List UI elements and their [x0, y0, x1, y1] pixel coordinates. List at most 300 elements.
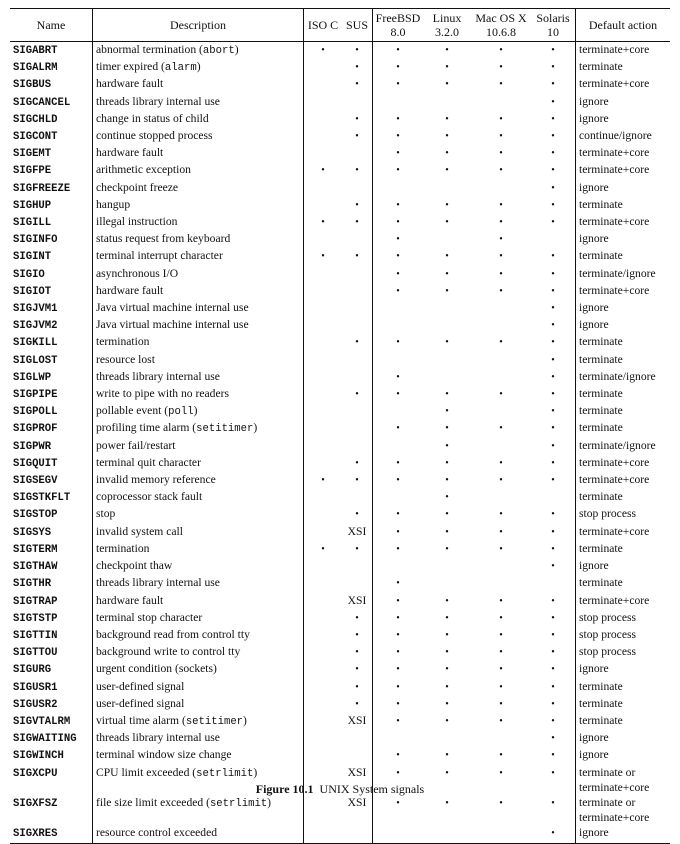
- support-mac: •: [499, 79, 503, 91]
- signal-name: SIGTHR: [10, 575, 93, 592]
- signal-description: invalid memory reference: [93, 472, 304, 489]
- signal-description: file size limit exceeded (setrlimit): [93, 795, 304, 825]
- table-row: [10, 541, 670, 558]
- support-mac: •: [499, 750, 503, 762]
- signal-name: SIGSYS: [10, 524, 93, 541]
- support-sus: XSI: [342, 524, 373, 541]
- support-sus: •: [342, 455, 373, 472]
- support-fbsd: •: [396, 698, 400, 710]
- support-fbsd: •: [396, 62, 400, 74]
- support-iso: [304, 747, 343, 764]
- default-action: terminate: [579, 60, 623, 74]
- support-fbsd: •: [396, 612, 400, 624]
- support-sol: •: [531, 420, 576, 437]
- support-sol: •: [531, 300, 576, 317]
- support-mac: •: [499, 285, 503, 297]
- header-freebsd: FreeBSD 8.0: [373, 9, 424, 42]
- support-fbsd: •: [396, 285, 400, 297]
- support-sol: •: [531, 42, 576, 60]
- signals-table: [10, 8, 670, 844]
- table-row: [10, 661, 670, 678]
- support-mac: •: [499, 797, 503, 809]
- support-lin: •: [445, 79, 449, 91]
- support-sus: •: [342, 541, 373, 558]
- default-action: ignore: [579, 301, 609, 315]
- support-lin: •: [445, 715, 449, 727]
- default-action: ignore: [576, 825, 671, 843]
- support-iso: •: [321, 217, 325, 229]
- support-sus: XSI: [342, 713, 373, 730]
- default-action: terminate+core: [579, 473, 650, 487]
- default-action: ignore: [579, 662, 609, 676]
- signal-description: timer expired (alarm): [93, 59, 304, 76]
- support-sol: •: [531, 197, 576, 214]
- support-mac: •: [499, 681, 503, 693]
- support-fbsd: •: [396, 595, 400, 607]
- support-sus: XSI: [342, 765, 373, 795]
- support-sus: •: [342, 214, 373, 231]
- header-solaris: Solaris 10: [531, 9, 576, 42]
- signal-description: resource lost: [93, 352, 304, 369]
- default-action: terminate: [579, 679, 623, 693]
- support-sus: •: [342, 111, 373, 128]
- signal-name: SIGSEGV: [10, 472, 93, 489]
- signal-description: virtual time alarm (setitimer): [93, 713, 304, 730]
- support-fbsd: [373, 94, 424, 111]
- support-sol: •: [531, 747, 576, 764]
- support-sus: •: [342, 386, 373, 403]
- support-fbsd: •: [396, 371, 400, 383]
- support-fbsd: •: [396, 543, 400, 555]
- support-lin: •: [445, 526, 449, 538]
- support-sus: [342, 747, 373, 764]
- support-sol: •: [531, 111, 576, 128]
- signal-name: SIGCHLD: [10, 111, 93, 128]
- support-sus: [342, 825, 373, 843]
- support-sus: XSI: [342, 593, 373, 610]
- signal-name: SIGUSR2: [10, 696, 93, 713]
- table-row: [10, 94, 670, 111]
- table-row: [10, 825, 670, 843]
- support-sus: [342, 730, 373, 747]
- signal-name: SIGIOT: [10, 283, 93, 300]
- support-sol: •: [531, 76, 576, 93]
- signal-description: write to pipe with no readers: [93, 386, 304, 403]
- support-sus: [342, 317, 373, 334]
- table-row: [10, 334, 670, 351]
- table-row: [10, 795, 670, 825]
- signal-name: SIGSTOP: [10, 506, 93, 523]
- support-mac: •: [499, 217, 503, 229]
- support-mac: •: [499, 199, 503, 211]
- support-sus: [342, 575, 373, 592]
- support-sol: •: [531, 455, 576, 472]
- support-fbsd: [373, 438, 424, 455]
- support-fbsd: •: [396, 715, 400, 727]
- signal-description: terminal stop character: [93, 610, 304, 627]
- support-lin: •: [445, 217, 449, 229]
- signal-name: SIGWAITING: [10, 730, 93, 747]
- support-mac: •: [499, 337, 503, 349]
- support-sol: •: [531, 180, 576, 197]
- support-lin: •: [445, 797, 449, 809]
- table-row: [10, 111, 670, 128]
- signal-name: SIGABRT: [10, 42, 93, 60]
- default-action: terminate: [579, 335, 623, 349]
- table-row: [10, 248, 670, 265]
- support-lin: •: [445, 285, 449, 297]
- signal-description: termination: [93, 334, 304, 351]
- table-row: [10, 42, 670, 60]
- signal-description: CPU limit exceeded (setrlimit): [93, 765, 304, 795]
- support-lin: •: [445, 199, 449, 211]
- support-lin: •: [445, 664, 449, 676]
- signal-description: hardware fault: [93, 76, 304, 93]
- support-sol: •: [531, 266, 576, 283]
- support-lin: [423, 231, 471, 248]
- support-fbsd: •: [396, 131, 400, 143]
- signal-description: termination: [93, 541, 304, 558]
- support-sol: •: [531, 352, 576, 369]
- signal-description: resource control exceeded: [93, 825, 304, 843]
- support-iso: [304, 352, 343, 369]
- default-action: terminate+core: [579, 593, 650, 607]
- support-iso: [304, 59, 343, 76]
- support-sus: •: [342, 506, 373, 523]
- support-lin: •: [445, 131, 449, 143]
- support-sol: •: [531, 283, 576, 300]
- header-default-action: Default action: [576, 9, 671, 42]
- support-iso: [304, 386, 343, 403]
- support-iso: [304, 713, 343, 730]
- support-iso: [304, 266, 343, 283]
- signal-name: SIGTSTP: [10, 610, 93, 627]
- support-sol: •: [531, 438, 576, 455]
- support-sol: •: [531, 248, 576, 265]
- default-action: terminate+core: [579, 283, 650, 297]
- support-fbsd: •: [396, 526, 400, 538]
- signal-description: coprocessor stack fault: [93, 489, 304, 506]
- support-sus: [342, 369, 373, 386]
- support-sol: [531, 575, 576, 592]
- support-mac: [471, 317, 531, 334]
- table-row: [10, 317, 670, 334]
- signal-name: SIGJVM2: [10, 317, 93, 334]
- header-description: Description: [93, 9, 304, 42]
- support-mac: [471, 352, 531, 369]
- support-iso: [304, 403, 343, 420]
- support-lin: •: [445, 629, 449, 641]
- support-lin: •: [445, 492, 449, 504]
- signal-name: SIGURG: [10, 661, 93, 678]
- support-sus: •: [342, 197, 373, 214]
- support-fbsd: •: [396, 767, 400, 779]
- support-mac: [471, 825, 531, 843]
- support-sol: •: [531, 661, 576, 678]
- support-fbsd: [373, 403, 424, 420]
- support-iso: [304, 420, 343, 437]
- signal-name: SIGPIPE: [10, 386, 93, 403]
- support-sus: [342, 558, 373, 575]
- table-row: [10, 266, 670, 283]
- support-iso: [304, 197, 343, 214]
- table-row: [10, 455, 670, 472]
- signal-description: status request from keyboard: [93, 231, 304, 248]
- table-row: [10, 438, 670, 455]
- support-sol: •: [531, 524, 576, 541]
- table-row: [10, 558, 670, 575]
- signal-description: terminal quit character: [93, 455, 304, 472]
- support-iso: [304, 524, 343, 541]
- signal-description: hardware fault: [93, 593, 304, 610]
- signal-name: SIGLOST: [10, 352, 93, 369]
- signal-description: illegal instruction: [93, 214, 304, 231]
- support-iso: •: [321, 475, 325, 487]
- table-row: [10, 214, 670, 231]
- signal-description: user-defined signal: [93, 696, 304, 713]
- table-row: [10, 730, 670, 747]
- table-row: [10, 145, 670, 162]
- support-iso: [304, 145, 343, 162]
- support-mac: •: [499, 543, 503, 555]
- support-iso: •: [321, 543, 325, 555]
- support-sus: [342, 352, 373, 369]
- table-row: [10, 386, 670, 403]
- signal-description: pollable event (poll): [93, 403, 304, 420]
- table-header-row: [10, 9, 670, 42]
- support-sus: [342, 420, 373, 437]
- support-lin: •: [445, 698, 449, 710]
- support-fbsd: •: [396, 251, 400, 263]
- default-action: ignore: [579, 731, 609, 745]
- support-iso: [304, 627, 343, 644]
- signal-description: checkpoint freeze: [93, 180, 304, 197]
- default-action: ignore: [579, 111, 609, 125]
- support-fbsd: •: [396, 268, 400, 280]
- table-row: [10, 197, 670, 214]
- support-sol: •: [531, 94, 576, 111]
- signal-name: SIGCONT: [10, 128, 93, 145]
- signal-name: SIGPROF: [10, 420, 93, 437]
- support-fbsd: •: [396, 165, 400, 177]
- support-sol: •: [531, 59, 576, 76]
- support-sus: [342, 180, 373, 197]
- support-iso: [304, 231, 343, 248]
- support-fbsd: •: [396, 148, 400, 160]
- default-action: terminate+core: [579, 77, 650, 91]
- support-sus: •: [342, 644, 373, 661]
- support-sus: •: [342, 679, 373, 696]
- support-mac: •: [499, 113, 503, 125]
- default-action: terminate/ignore: [579, 369, 656, 383]
- signal-description: threads library internal use: [93, 575, 304, 592]
- support-mac: [471, 300, 531, 317]
- support-iso: •: [321, 165, 325, 177]
- table-row: [10, 420, 670, 437]
- signal-description: asynchronous I/O: [93, 266, 304, 283]
- support-iso: [304, 575, 343, 592]
- support-fbsd: •: [396, 475, 400, 487]
- support-sol: •: [531, 558, 576, 575]
- support-sol: [531, 489, 576, 506]
- signal-name: SIGVTALRM: [10, 713, 93, 730]
- support-fbsd: •: [396, 199, 400, 211]
- support-mac: •: [499, 45, 503, 56]
- default-action: terminate: [579, 541, 623, 555]
- support-sus: •: [342, 76, 373, 93]
- support-sus: •: [342, 42, 373, 60]
- signal-description: abnormal termination (abort): [93, 42, 304, 60]
- support-iso: [304, 283, 343, 300]
- table-row: [10, 300, 670, 317]
- support-sus: •: [342, 696, 373, 713]
- support-sol: •: [531, 162, 576, 179]
- support-sol: •: [531, 128, 576, 145]
- table-row: [10, 352, 670, 369]
- signal-description: stop: [93, 506, 304, 523]
- support-lin: •: [445, 647, 449, 659]
- support-mac: •: [499, 664, 503, 676]
- support-mac: •: [499, 389, 503, 401]
- support-fbsd: •: [396, 217, 400, 229]
- default-action: terminate: [579, 713, 623, 727]
- support-lin: •: [445, 165, 449, 177]
- caption-text: UNIX System signals: [319, 782, 425, 796]
- support-mac: [471, 180, 531, 197]
- support-sol: •: [531, 472, 576, 489]
- support-sol: •: [531, 730, 576, 747]
- support-sol: •: [531, 679, 576, 696]
- header-sus: SUS: [342, 9, 373, 42]
- signal-description: change in status of child: [93, 111, 304, 128]
- support-iso: [304, 696, 343, 713]
- support-sus: [342, 283, 373, 300]
- support-iso: [304, 94, 343, 111]
- support-sus: [342, 145, 373, 162]
- support-iso: [304, 369, 343, 386]
- default-action: terminate/ignore: [579, 438, 656, 452]
- signal-name: SIGTTIN: [10, 627, 93, 644]
- support-fbsd: •: [396, 457, 400, 469]
- support-lin: •: [445, 475, 449, 487]
- table-row: [10, 524, 670, 541]
- support-iso: [304, 644, 343, 661]
- support-lin: [423, 352, 471, 369]
- support-sus: •: [342, 59, 373, 76]
- default-action: stop process: [579, 610, 636, 624]
- support-iso: [304, 593, 343, 610]
- support-iso: [304, 825, 343, 843]
- support-sus: [342, 300, 373, 317]
- table-row: [10, 231, 670, 248]
- support-lin: [423, 300, 471, 317]
- support-mac: •: [499, 457, 503, 469]
- table-row: [10, 162, 670, 179]
- signal-description: threads library internal use: [93, 369, 304, 386]
- support-fbsd: •: [396, 664, 400, 676]
- default-action: ignore: [579, 318, 609, 332]
- support-sus: [342, 231, 373, 248]
- support-mac: •: [499, 715, 503, 727]
- support-sus: [342, 489, 373, 506]
- default-action: ignore: [579, 232, 609, 246]
- support-fbsd: [373, 825, 424, 843]
- signal-description: hardware fault: [93, 283, 304, 300]
- signal-name: SIGJVM1: [10, 300, 93, 317]
- default-action: terminate: [579, 490, 623, 504]
- support-mac: •: [499, 526, 503, 538]
- support-lin: •: [445, 457, 449, 469]
- caption-label: Figure 10.1: [255, 782, 314, 796]
- support-lin: •: [445, 750, 449, 762]
- support-iso: [304, 180, 343, 197]
- support-iso: [304, 455, 343, 472]
- signal-description: arithmetic exception: [93, 162, 304, 179]
- signal-name: SIGXFSZ: [10, 795, 93, 825]
- support-sol: •: [531, 369, 576, 386]
- support-sus: •: [342, 472, 373, 489]
- support-sol: •: [531, 610, 576, 627]
- support-lin: •: [445, 681, 449, 693]
- support-iso: [304, 506, 343, 523]
- default-action: ignore: [579, 559, 609, 573]
- table-row: [10, 489, 670, 506]
- default-action: terminate: [579, 387, 623, 401]
- support-lin: [423, 730, 471, 747]
- table-row: [10, 713, 670, 730]
- support-lin: [423, 369, 471, 386]
- support-lin: [423, 558, 471, 575]
- support-sus: [342, 403, 373, 420]
- signal-description: terminal interrupt character: [93, 248, 304, 265]
- support-mac: [471, 369, 531, 386]
- support-sus: [342, 94, 373, 111]
- table-row: [10, 506, 670, 523]
- table-row: [10, 59, 670, 76]
- signal-name: SIGBUS: [10, 76, 93, 93]
- support-lin: •: [445, 268, 449, 280]
- signal-name: SIGTHAW: [10, 558, 93, 575]
- support-sus: •: [342, 128, 373, 145]
- support-mac: [471, 730, 531, 747]
- default-action: ignore: [579, 180, 609, 194]
- support-fbsd: [373, 180, 424, 197]
- default-action: stop process: [579, 507, 636, 521]
- table-row: [10, 575, 670, 592]
- default-action: terminate+core: [579, 524, 650, 538]
- support-lin: •: [445, 612, 449, 624]
- signal-name: SIGHUP: [10, 197, 93, 214]
- default-action: terminate+core: [579, 215, 650, 229]
- table-row: [10, 76, 670, 93]
- signal-name: SIGFPE: [10, 162, 93, 179]
- support-mac: [471, 403, 531, 420]
- support-sus: •: [342, 627, 373, 644]
- signal-name: SIGPWR: [10, 438, 93, 455]
- support-lin: •: [445, 45, 449, 56]
- support-mac: •: [499, 268, 503, 280]
- header-linux: Linux 3.2.0: [423, 9, 471, 42]
- support-sol: •: [531, 713, 576, 730]
- support-fbsd: •: [396, 113, 400, 125]
- support-fbsd: •: [396, 79, 400, 91]
- default-action: terminate/ignore: [579, 266, 656, 280]
- signal-name: SIGXCPU: [10, 765, 93, 795]
- signal-description: threads library internal use: [93, 94, 304, 111]
- signal-name: SIGCANCEL: [10, 94, 93, 111]
- signal-name: SIGIO: [10, 266, 93, 283]
- support-mac: •: [499, 595, 503, 607]
